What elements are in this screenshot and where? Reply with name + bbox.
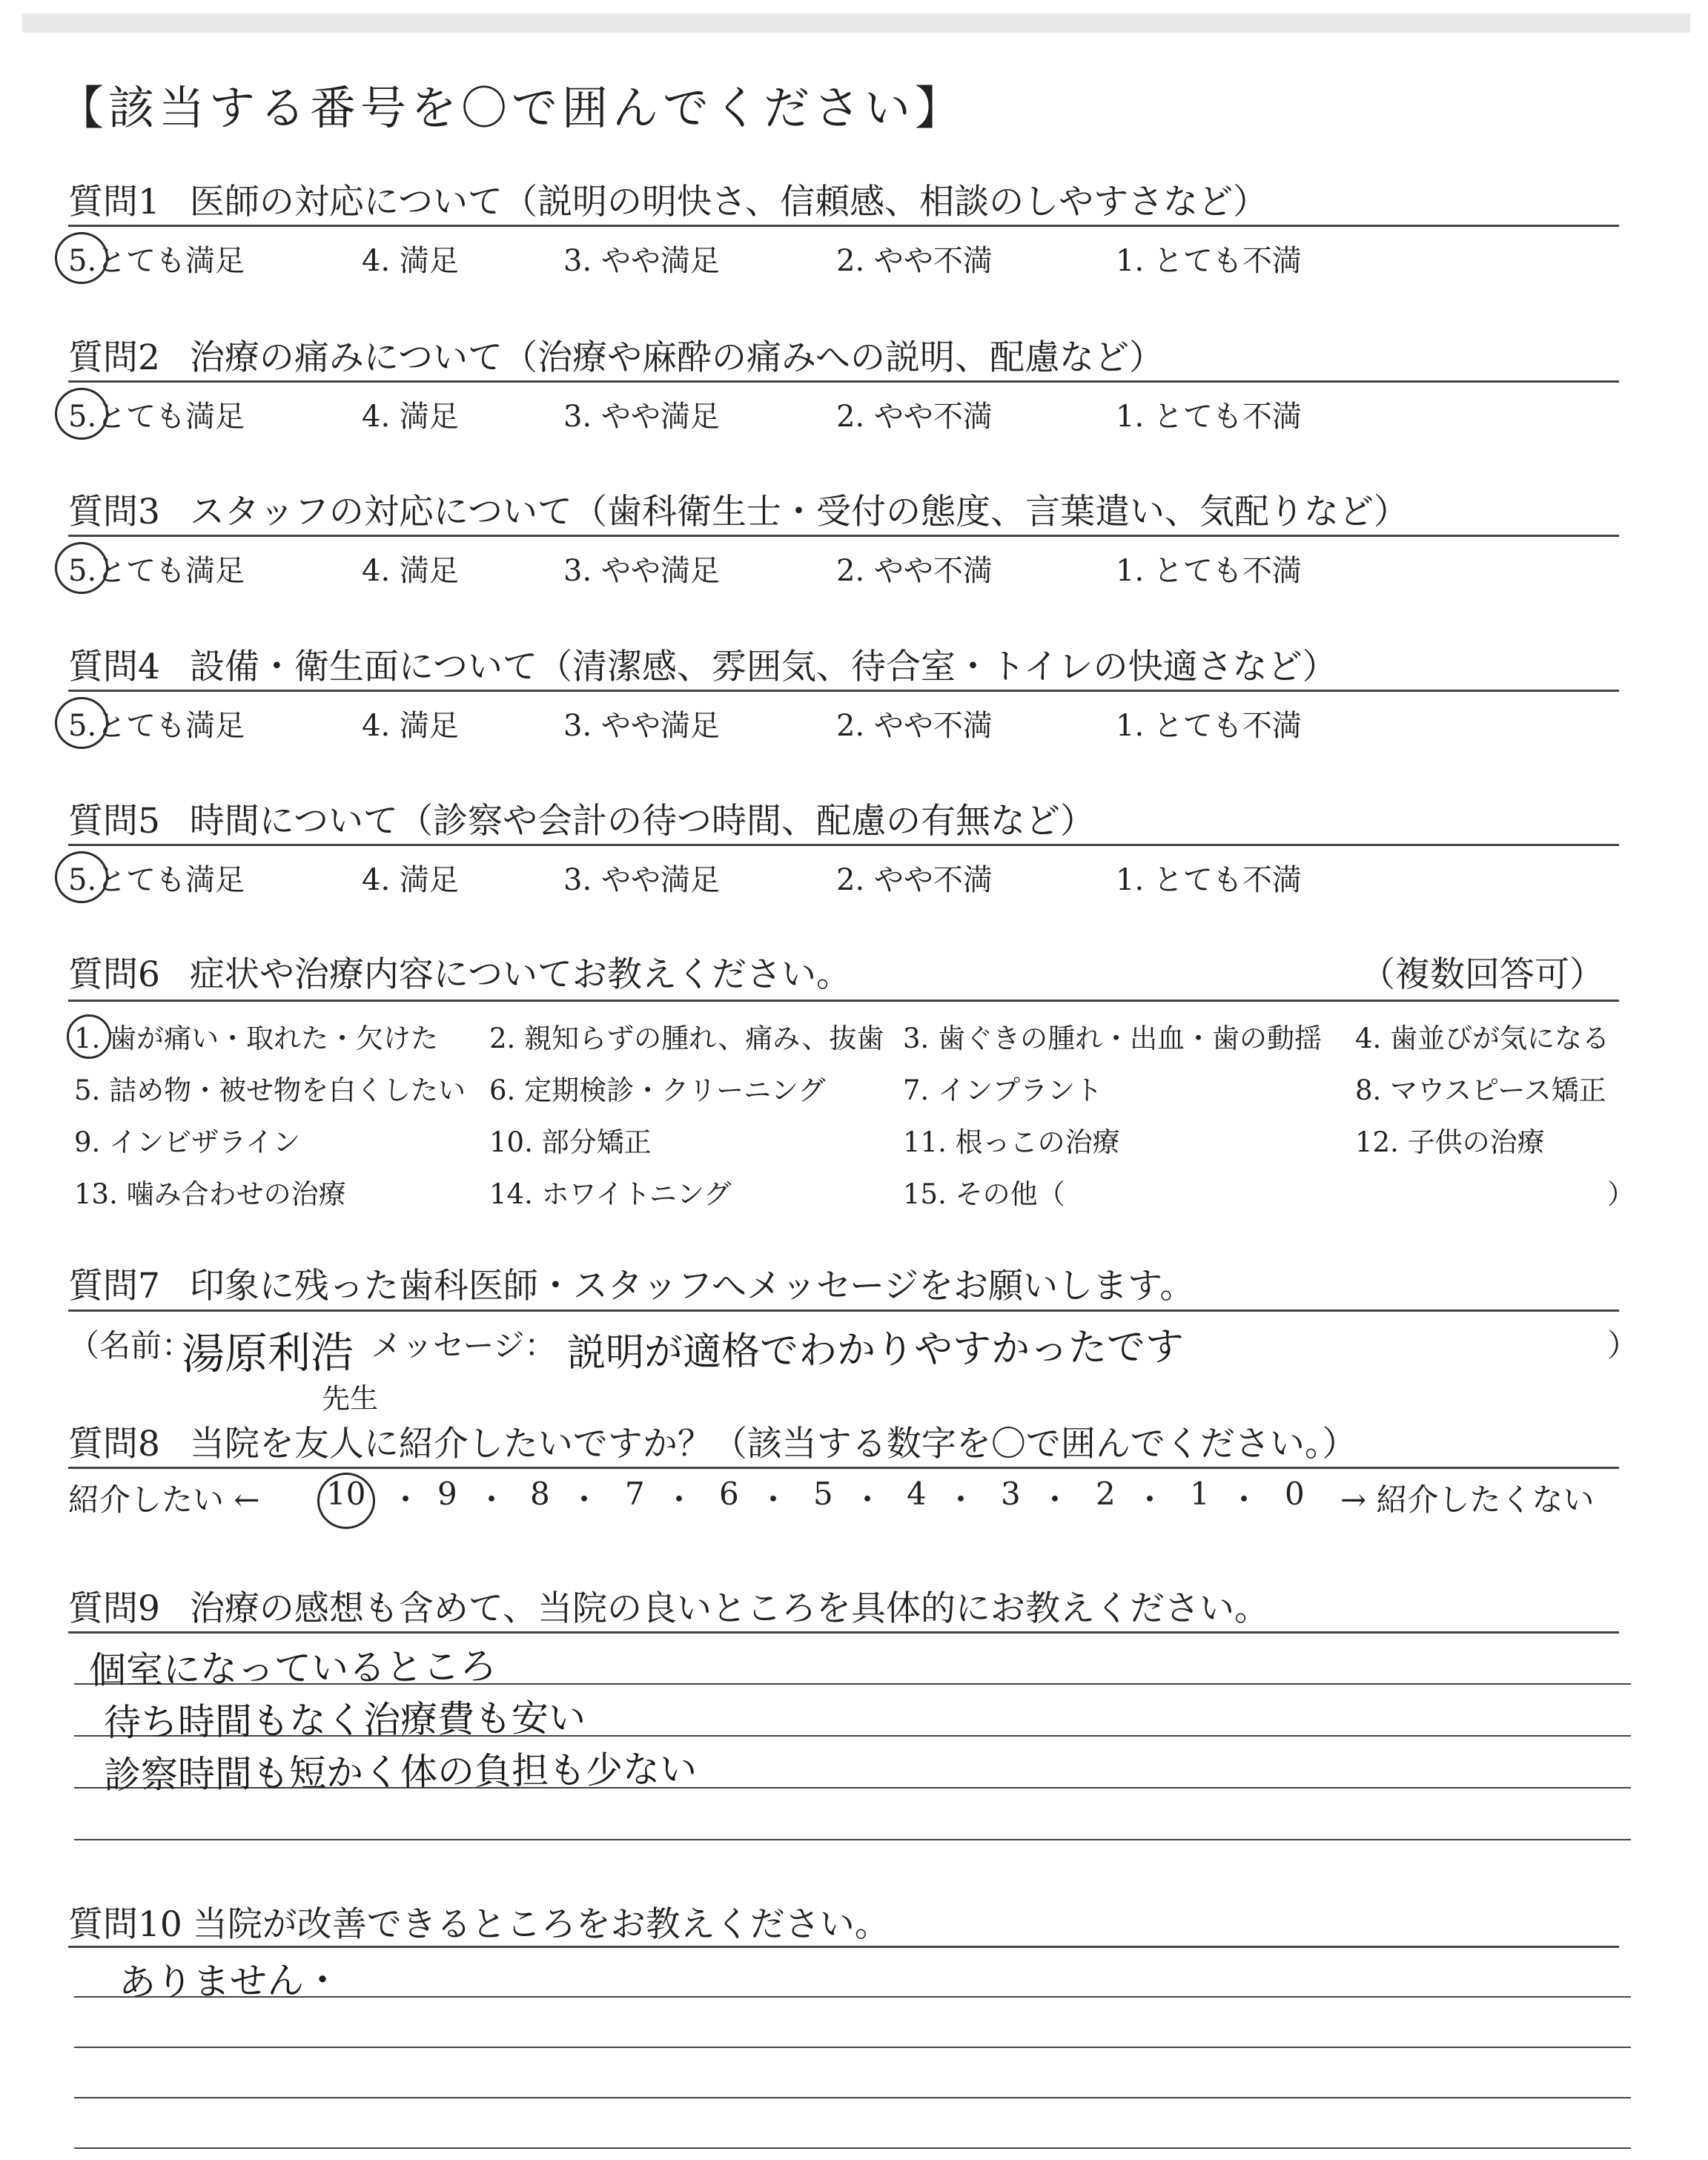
q8-heading: 質問8 当院を友人に紹介したいですか？（該当する数字を〇で囲んでください。） [68,1424,1357,1464]
q4-option: 3. やや満足 [563,709,720,743]
q3-heading: 質問3 スタッフの対応について（歯科衛生士・受付の態度、言葉遣い、気配りなど） [68,492,1409,532]
q4-heading: 質問4 設備・衛生面について（清潔感、雰囲気、待合室・トイレの快適さなど） [68,647,1337,687]
q5-selected-circle [55,851,108,903]
q8-scale-separator: ・ [569,1482,600,1518]
q6-other-close-paren: ） [1607,1178,1635,1210]
q8-scale-number: 5 [813,1476,833,1512]
q10-writing-line [74,2147,1631,2149]
q4-option: 2. やや不満 [836,709,993,743]
q6-option: 7. インプラント [903,1074,1103,1106]
q2-rule [68,380,1619,383]
q7-message-answer: 説明が適格でわかりやすかったです [566,1324,1185,1376]
q7-name-answer: 湯原利浩 [181,1327,354,1380]
q7-close-paren: ） [1607,1327,1639,1364]
q5-option: 3. やや満足 [563,863,720,897]
q8-scale-number: 3 [1001,1476,1021,1512]
q3-option: 1. とても不満 [1116,554,1302,588]
q8-scale-number: 9 [437,1476,457,1512]
q7-name-suffix: 先生 [321,1381,379,1416]
q6-option: 1. 歯が痛い・取れた・欠けた [74,1023,439,1054]
q6-heading: 質問6 症状や治療内容についてお教えください。 [68,954,851,995]
q8-scale-separator: ・ [1039,1482,1071,1518]
q6-option: 14. ホワイトニング [489,1178,732,1210]
q5-option: 2. やや不満 [836,863,993,897]
q7-rule [68,1309,1619,1312]
q8-scale-separator: ・ [663,1482,695,1518]
q1-option: 1. とても不満 [1116,244,1302,278]
q6-option: 15. その他（ [903,1178,1065,1210]
q3-option: 5.とても満足 [68,554,245,588]
q8-scale-separator: ・ [1134,1482,1166,1518]
q8-left-label: 紹介したい ← [68,1482,260,1518]
q10-writing-line [74,2047,1631,2048]
q8-scale-separator: ・ [945,1482,977,1518]
q1-heading: 質問1 医師の対応について（説明の明快さ、信頼感、相談のしやすさなど） [68,182,1268,222]
q6-option: 9. インビザライン [74,1126,300,1158]
q8-scale-number: 10 [326,1476,366,1512]
q6-note: （複数回答可） [1360,954,1604,995]
q9-answer-line: 個室になっているところ [88,1645,497,1692]
q10-rule [68,1946,1619,1948]
q6-option: 4. 歯並びが気になる [1355,1023,1610,1054]
q2-option: 2. やや不満 [836,400,993,434]
q8-scale-number: 4 [907,1476,927,1512]
q5-option: 4. 満足 [362,863,459,897]
q6-option: 5. 詰め物・被せ物を白くしたい [74,1074,466,1106]
q5-heading: 質問5 時間について（診察や会計の待つ時間、配慮の有無など） [68,801,1095,842]
q4-option: 4. 満足 [362,709,459,743]
q3-selected-circle [55,542,108,594]
q1-rule [68,225,1619,227]
q4-rule [68,690,1619,692]
q8-scale-separator: ・ [1228,1482,1260,1518]
q4-selected-circle [55,697,108,749]
q8-scale-separator: ・ [758,1482,790,1518]
q1-option: 4. 満足 [362,244,459,278]
q8-scale-number: 8 [530,1476,550,1512]
q8-scale-separator: ・ [852,1482,884,1518]
q10-heading: 質問10 当院が改善できるところをお教えください。 [68,1904,890,1945]
q8-selected-circle [317,1473,375,1529]
q9-writing-line [74,1839,1631,1840]
q8-scale-number: 7 [625,1476,645,1512]
q6-option: 10. 部分矯正 [489,1126,652,1158]
q8-rule [68,1467,1619,1469]
q2-option: 3. やや満足 [563,400,720,434]
q6-option: 3. 歯ぐきの腫れ・出血・歯の動揺 [903,1023,1323,1054]
q9-heading: 質問9 治療の感想も含めて、当院の良いところを具体的にお教えください。 [68,1588,1269,1629]
q8-right-label: → 紹介したくない [1340,1482,1595,1518]
q6-option: 13. 噛み合わせの治療 [74,1178,346,1210]
q7-message-label: メッセージ： [371,1327,556,1364]
q6-option: 8. マウスピース矯正 [1355,1074,1606,1106]
q8-scale-number: 0 [1285,1476,1305,1512]
q3-option: 3. やや満足 [563,554,720,588]
q2-heading: 質問2 治療の痛みについて（治療や麻酔の痛みへの説明、配慮など） [68,337,1165,378]
q6-option: 11. 根っこの治療 [903,1126,1120,1158]
q2-selected-circle [55,388,108,440]
q2-option: 1. とても不満 [1116,400,1302,434]
q6-option: 2. 親知らずの腫れ、痛み、抜歯 [489,1023,884,1054]
q7-name-label: （名前： [68,1327,193,1364]
q8-scale-number: 1 [1190,1476,1210,1512]
q1-option: 2. やや不満 [836,244,993,278]
q4-option: 5.とても満足 [68,709,245,743]
q3-option: 4. 満足 [362,554,459,588]
q1-selected-circle [55,232,108,284]
q9-answer-line: 診察時間も短かく体の負担も少ない [103,1747,698,1797]
q2-option: 5.とても満足 [68,400,245,434]
page-title: 【該当する番号を〇で囲んでください】 [58,81,966,135]
q6-option: 12. 子供の治療 [1355,1126,1545,1158]
q6-option: 6. 定期検診・クリーニング [489,1074,826,1106]
q2-option: 4. 満足 [362,400,459,434]
q5-option: 5.とても満足 [68,863,245,897]
q1-option: 5.とても満足 [68,244,245,278]
q8-scale-number: 2 [1096,1476,1116,1512]
q6-rule [68,1000,1619,1002]
q8-scale-number: 6 [719,1476,739,1512]
q4-option: 1. とても不満 [1116,709,1302,743]
q8-scale-separator: ・ [390,1482,422,1518]
q6-selected-circle [67,1014,111,1059]
q9-answer-line: 待ち時間もなく治療費も安い [103,1696,586,1745]
q1-option: 3. やや満足 [563,244,720,278]
q9-rule [68,1631,1619,1634]
q7-heading: 質問7 印象に残った歯科医師・スタッフへメッセージをお願いします。 [68,1266,1195,1307]
q10-writing-line [74,2097,1631,2098]
scan-top-edge [22,13,1690,33]
q5-option: 1. とても不満 [1116,863,1302,897]
q5-rule [68,844,1619,846]
q10-answer-line: ありません・ [118,1958,342,2004]
q3-rule [68,535,1619,537]
q3-option: 2. やや不満 [836,554,993,588]
q8-scale-separator: ・ [476,1482,508,1518]
